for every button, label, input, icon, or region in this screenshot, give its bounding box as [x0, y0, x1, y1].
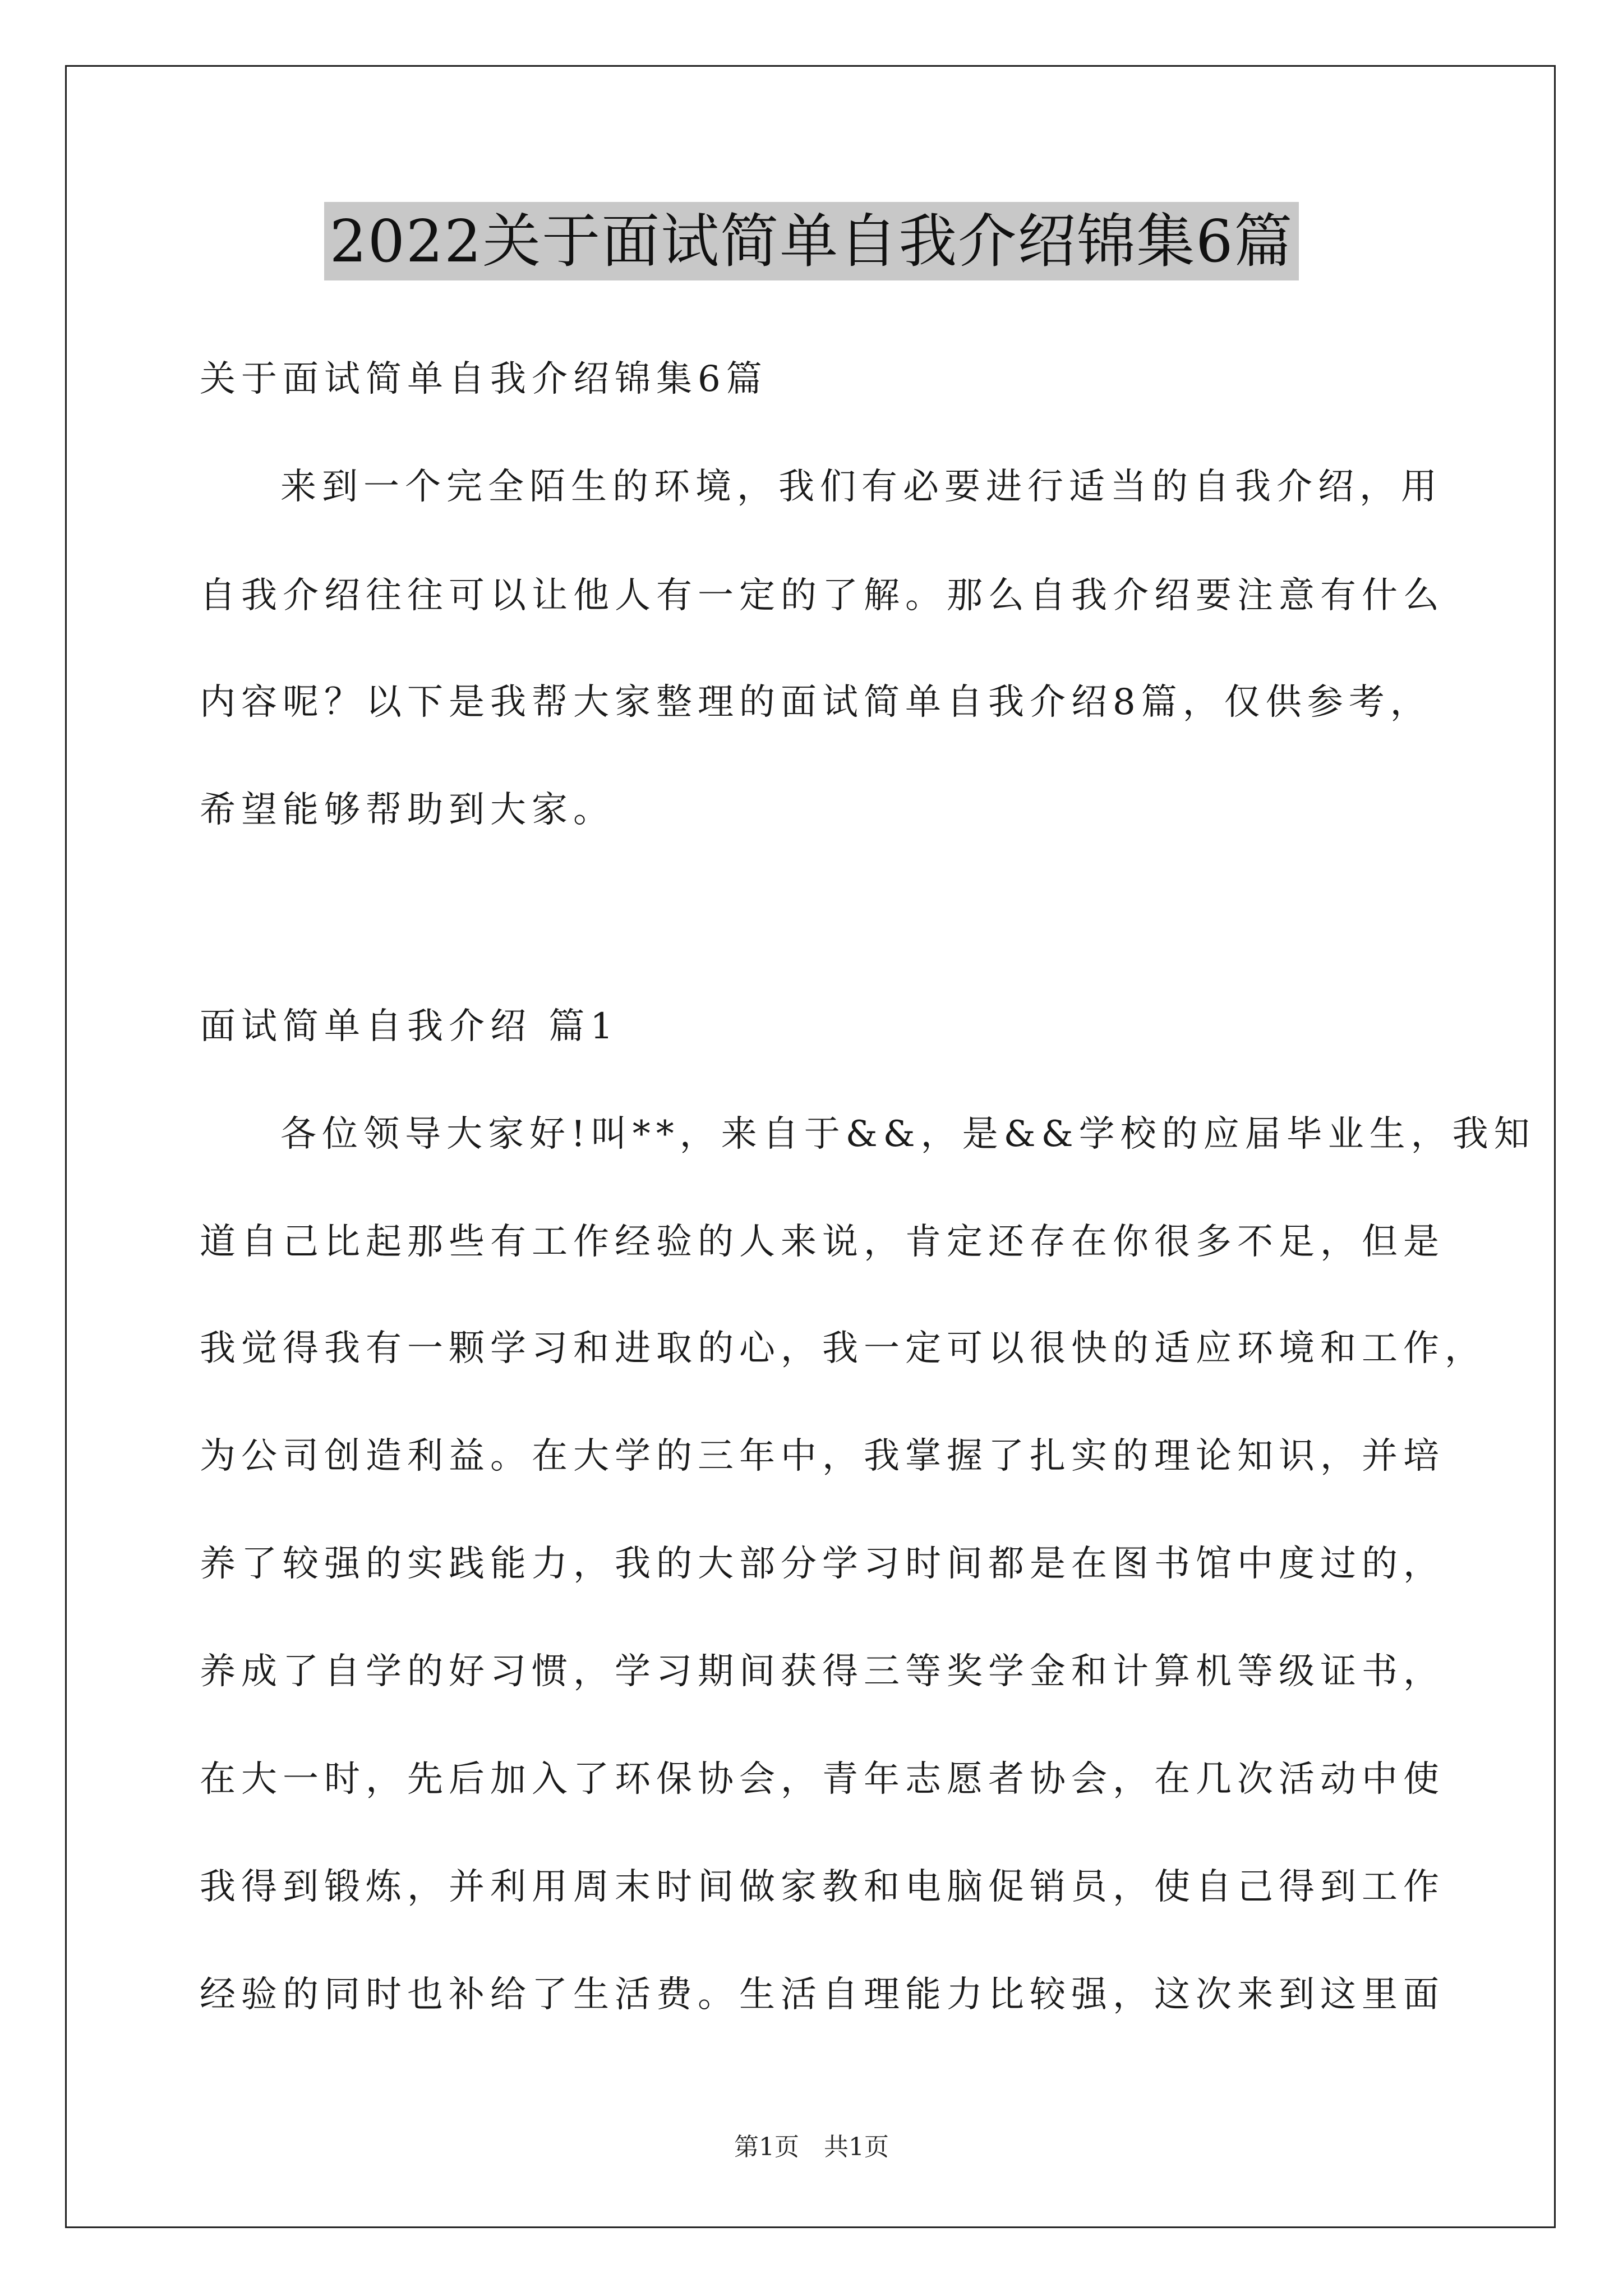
document-title-block	[0, 202, 1623, 280]
body-line: 各位领导大家好!叫**，来自于&&，是&&学校的应届毕业生，我知	[280, 1114, 1536, 1155]
document-title: 2022关于面试简单自我介绍锦集6篇	[324, 202, 1299, 280]
body-line: 在大一时，先后加入了环保协会，青年志愿者协会，在几次活动中使	[200, 1759, 1445, 1800]
intro-line: 希望能够帮助到大家。	[200, 789, 615, 831]
intro-line: 内容呢？以下是我帮大家整理的面试简单自我介绍8篇，仅供参考，	[200, 682, 1432, 723]
page-footer	[0, 2132, 1623, 2163]
document-subtitle: 关于面试简单自我介绍锦集6篇	[200, 358, 768, 400]
intro-line: 来到一个完全陌生的环境，我们有必要进行适当的自我介绍，用	[280, 466, 1442, 508]
body-line: 经验的同时也补给了生活费。生活自理能力比较强，这次来到这里面	[200, 1974, 1445, 2016]
body-line: 养成了自学的好习惯，学习期间获得三等奖学金和计算机等级证书，	[200, 1651, 1445, 1692]
page-number-total: 共1页	[824, 2133, 889, 2161]
body-line: 为公司创造利益。在大学的三年中，我掌握了扎实的理论知识，并培	[200, 1435, 1445, 1477]
body-line: 我得到锻炼，并利用周末时间做家教和电脑促销员，使自己得到工作	[200, 1866, 1445, 1908]
body-line: 我觉得我有一颗学习和进取的心，我一定可以很快的适应环境和工作，	[200, 1328, 1486, 1369]
section-heading: 面试简单自我介绍 篇1	[200, 1006, 619, 1047]
body-line: 养了较强的实践能力，我的大部分学习时间都是在图书馆中度过的，	[200, 1543, 1445, 1585]
body-line: 道自己比起那些有工作经验的人来说，肯定还存在你很多不足，但是	[200, 1221, 1445, 1263]
intro-line: 自我介绍往往可以让他人有一定的了解。那么自我介绍要注意有什么	[200, 575, 1445, 616]
page-number-current: 第1页	[734, 2133, 799, 2161]
